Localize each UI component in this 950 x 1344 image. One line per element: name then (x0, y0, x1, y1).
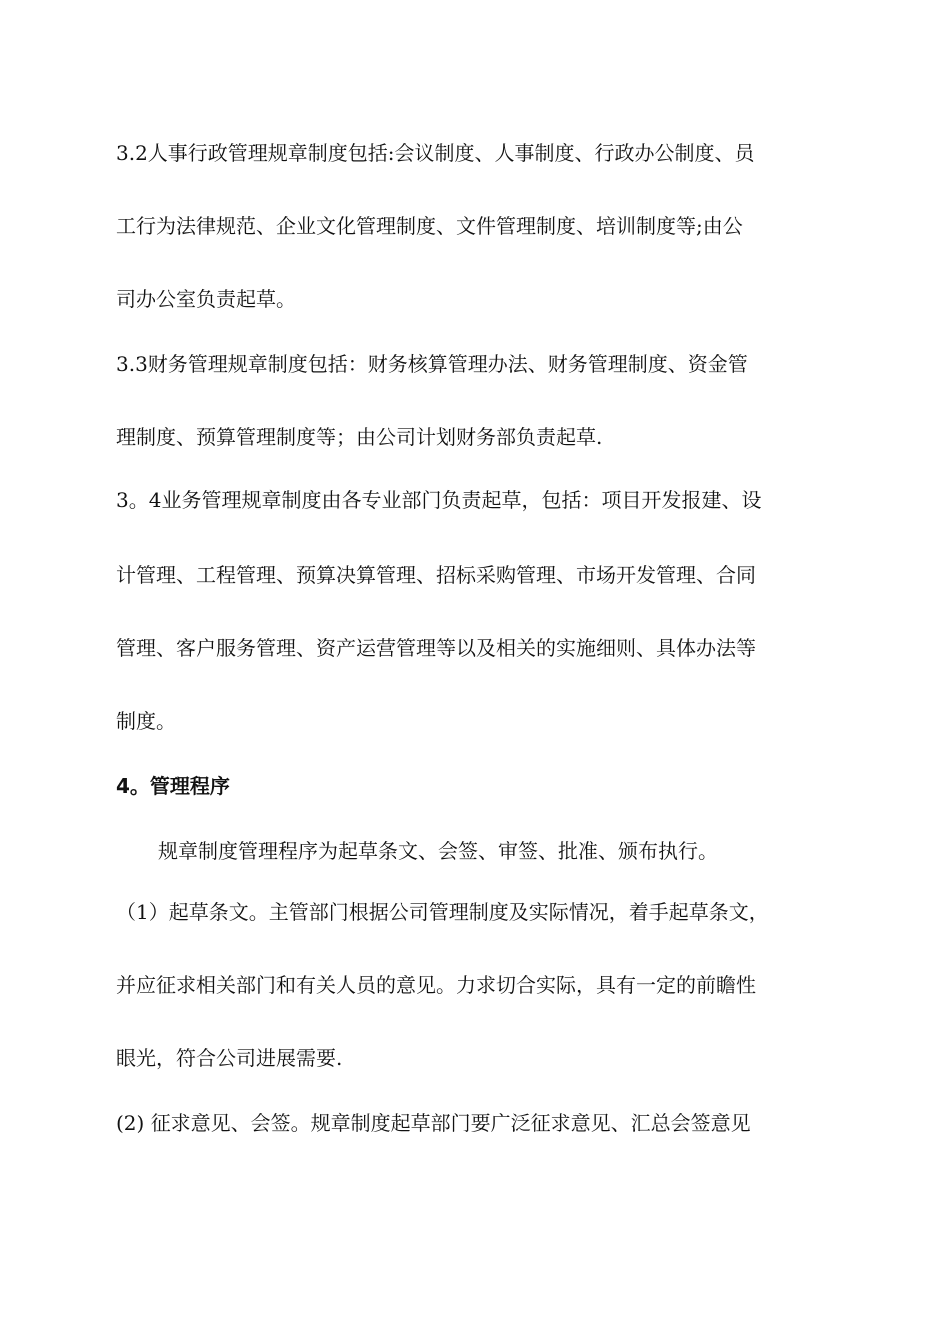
paragraph-3-4-line-1: 3。4业务管理规章制度由各专业部门负责起草，包括：项目开发报建、设 (116, 488, 762, 512)
paragraph-step-1-line-3: 眼光，符合公司进展需要. (116, 1046, 343, 1070)
paragraph-procedure-intro: 规章制度管理程序为起草条文、会签、审签、批准、颁布执行。 (158, 839, 718, 863)
paragraph-3-3-line-1: 3.3财务管理规章制度包括：财务核算管理办法、财务管理制度、资金管 (116, 352, 748, 376)
paragraph-3-3-line-2: 理制度、预算管理制度等；由公司计划财务部负责起草. (116, 425, 603, 449)
paragraph-3-2-line-1: 3.2人事行政管理规章制度包括:会议制度、人事制度、行政办公制度、员 (116, 141, 755, 165)
paragraph-3-2-line-3: 司办公室负责起草。 (116, 287, 296, 311)
paragraph-3-4-line-3: 管理、客户服务管理、资产运营管理等以及相关的实施细则、具体办法等 (116, 636, 756, 660)
paragraph-3-4-line-2: 计管理、工程管理、预算决算管理、招标采购管理、市场开发管理、合同 (116, 563, 756, 587)
paragraph-step-1-line-1: （1）起草条文。主管部门根据公司管理制度及实际情况，着手起草条文， (116, 900, 769, 924)
section-heading-4: 4。管理程序 (116, 774, 230, 798)
paragraph-3-2-line-2: 工行为法律规范、企业文化管理制度、文件管理制度、培训制度等;由公 (116, 214, 743, 238)
paragraph-step-2-line-1: (2) 征求意见、会签。规章制度起草部门要广泛征求意见、汇总会签意见 (116, 1111, 751, 1135)
paragraph-step-1-line-2: 并应征求相关部门和有关人员的意见。力求切合实际，具有一定的前瞻性 (116, 973, 756, 997)
paragraph-3-4-line-4: 制度。 (116, 709, 176, 733)
